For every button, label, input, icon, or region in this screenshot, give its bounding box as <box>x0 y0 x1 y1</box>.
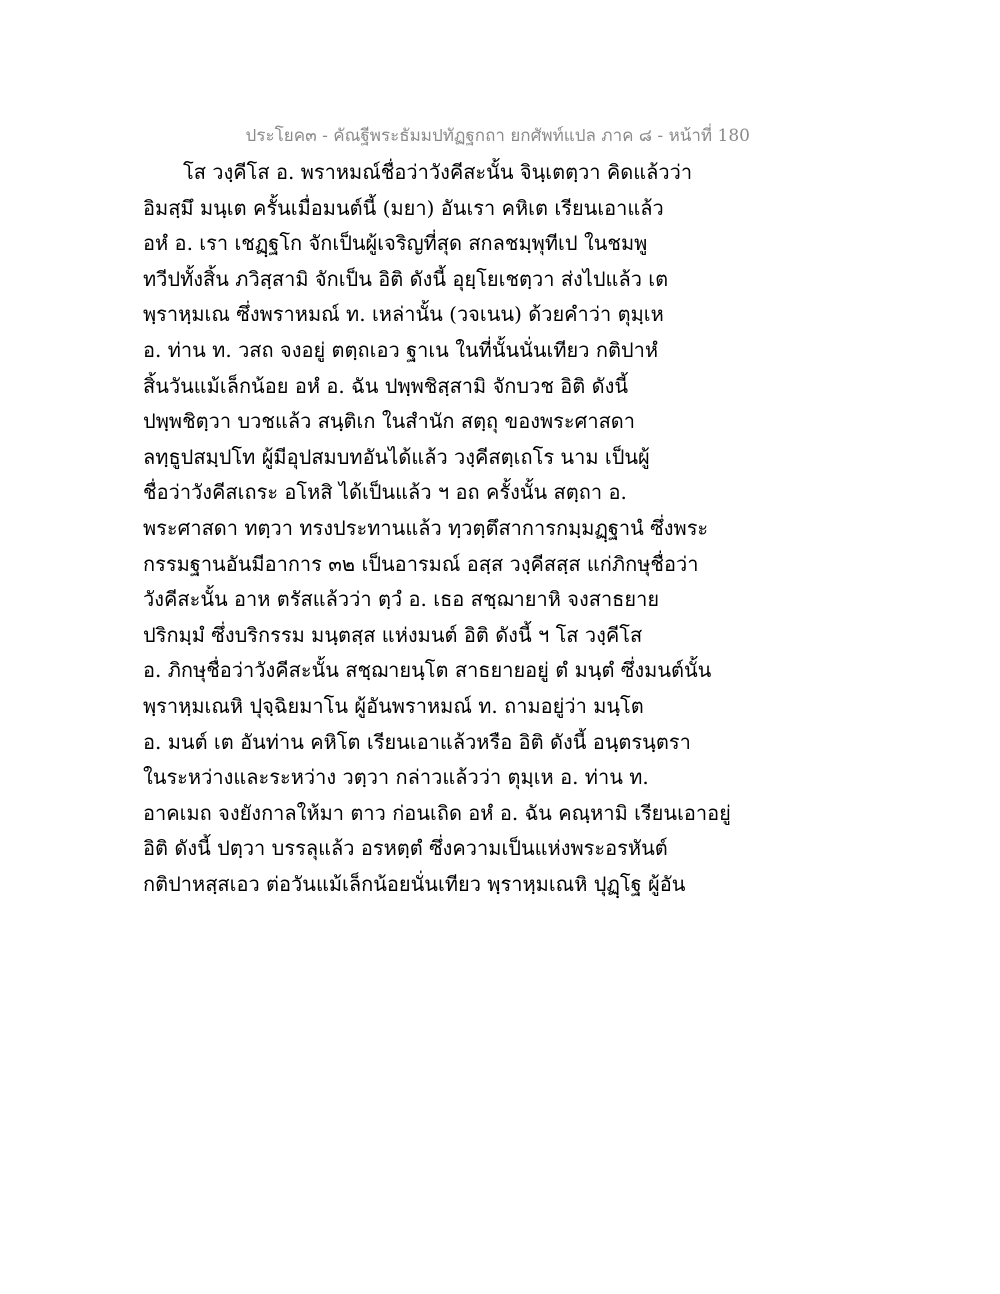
text-line: ลทฺธูปสมฺปโท ผู้มีอุปสมบทอันได้แล้ว วงฺคีสตฺเถโร นาม เป็นผู้ <box>143 444 650 469</box>
text-line: โส วงฺคีโส อ. พราหมณ์ชื่อว่าวังคีสะนั้น จินฺเตตฺวา คิดแล้วว่า <box>183 160 693 184</box>
text-line: ชื่อว่าวังคีสเถระ อโหสิ ได้เป็นแล้ว ฯ อถ ครั้งนั้น สตฺถา อ. <box>143 480 627 505</box>
text-line: อหํ อ. เรา เชฏฺฐโก จักเป็นผู้เจริญที่สุด สกลชมฺพุทีเป ในชมพู <box>143 231 648 256</box>
text-line: อาคเมถ จงยังกาลให้มา ตาว ก่อนเถิด อหํ อ. ฉัน คณฺหามิ เรียนเอาอยู่ <box>143 800 731 825</box>
running-header: ประโยค๓ - คัณฐีพระธัมมปทัฏฐกถา ยกศัพท์แปล ภาค ๘ - หน้าที่ 180 <box>245 126 750 146</box>
text-line: อ. มนต์ เต อันท่าน คหิโต เรียนเอาแล้วหรือ อิติ ดังนี้ อนฺตรนฺตรา <box>143 729 691 754</box>
text-line: กติปาหสฺสเอว ต่อวันแม้เล็กน้อยนั่นเทียว พฺราหฺมเณหิ ปุฏฺโฐ ผู้อัน <box>143 871 686 896</box>
text-line: ปริกมฺมํ ซึ่งบริกรรม มนฺตสฺส แห่งมนต์ อิติ ดังนี้ ฯ โส วงฺคีโส <box>143 622 643 647</box>
body-text <box>143 155 763 902</box>
text-line: พระศาสดา ทตฺวา ทรงประทานแล้ว ทฺวตฺตึสาการกมฺมฏฺฐานํ ซึ่งพระ <box>143 515 709 540</box>
text-line: ในระหว่างและระหว่าง วตฺวา กล่าวแล้วว่า ตุมฺเห อ. ท่าน ท. <box>143 765 649 790</box>
text-line: พฺราหฺมเณ ซึ่งพราหมณ์ ท. เหล่านั้น (วจเนน) ด้วยคำว่า ตุมฺเห <box>143 302 664 327</box>
text-line: อ. ท่าน ท. วสถ จงอยู่ ตตฺถเอว ฐาเน ในที่นั้นนั่นเทียว กติปาหํ <box>143 337 659 362</box>
text-line: อ. ภิกษุชื่อว่าวังคีสะนั้น สชฺฌายนฺโต สาธยายอยู่ ตํ มนฺตํ ซึ่งมนต์นั้น <box>143 658 712 683</box>
text-line: วังคีสะนั้น อาห ตรัสแล้วว่า ตฺวํ อ. เธอ สชฺฌายาหิ จงสาธยาย <box>143 587 660 612</box>
text-line: ปพฺพชิตฺวา บวชแล้ว สนฺติเก ในสำนัก สตฺถุ ของพระศาสดา <box>143 409 635 434</box>
text-line: กรรมฐานอันมีอาการ ๓๒ เป็นอารมณ์ อสฺส วงฺคีสสฺส แก่ภิกษุชื่อว่า <box>143 551 699 576</box>
text-line: ทวีปทั้งสิ้น ภวิสฺสามิ จักเป็น อิติ ดังนี้ อุยฺโยเชตฺวา ส่งไปแล้ว เต <box>143 266 669 291</box>
text-line: สิ้นวันแม้เล็กน้อย อหํ อ. ฉัน ปพฺพชิสฺสามิ จักบวช อิติ ดังนี้ <box>143 373 629 398</box>
text-line: พฺราหฺมเณหิ ปุจฺฉิยมาโน ผู้อันพราหมณ์ ท. ถามอยู่ว่า มนฺโต <box>143 693 644 718</box>
text-line: อิติ ดังนี้ ปตฺวา บรรลุแล้ว อรหตฺตํ ซึ่งความเป็นแห่งพระอรหันต์ <box>143 836 668 861</box>
text-line: อิมสฺมึ มนฺเต ครั้นเมื่อมนต์นี้ (มยา) อันเรา คหิเต เรียนเอาแล้ว <box>143 195 664 220</box>
